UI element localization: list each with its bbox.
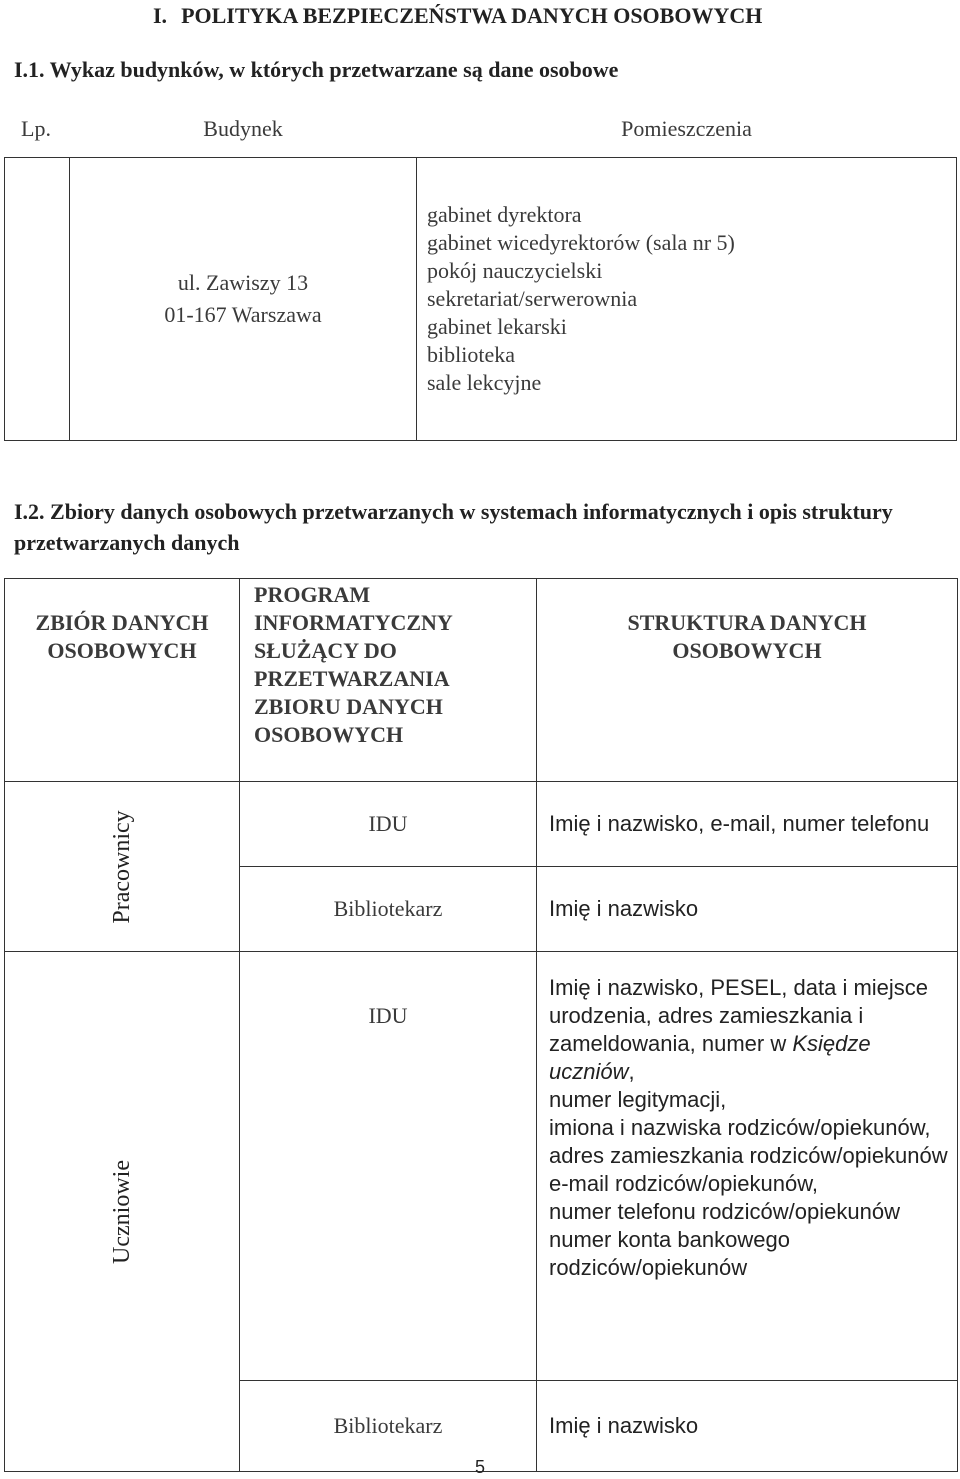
rooms-cell (417, 158, 957, 441)
header-line: ZBIORU DANYCH (254, 694, 443, 719)
list-item: gabinet dyrektora (427, 202, 582, 227)
structure-line: urodzenia, adres zamieszkania i (549, 1003, 864, 1028)
structure-line: numer konta bankowego (549, 1227, 790, 1252)
table-row (5, 782, 958, 867)
section-1-title: I.1. Wykaz budynków, w których przetwarzane są dane osobowe (14, 57, 619, 82)
group-employees-label: Pracownicy (109, 809, 135, 924)
program-cell: Bibliotekarz (240, 1381, 537, 1472)
program-cell: IDU (240, 952, 537, 1381)
structure-italic-suffix: , (628, 1059, 635, 1084)
list-item: gabinet lekarski (427, 314, 567, 339)
table-row (5, 952, 958, 1381)
header-line: OSOBOWYCH (47, 638, 197, 663)
title-number: I. (153, 3, 168, 28)
structure-cell: Imię i nazwisko, e-mail, numer telefonu (537, 782, 958, 867)
structure-line: numer telefonu rodziców/opiekunów (549, 1199, 900, 1224)
group-students-cell (5, 952, 240, 1472)
data-sets-table (4, 578, 958, 1472)
page-number: 5 (474, 1457, 485, 1477)
header-structure (537, 579, 958, 782)
structure-line: rodziców/opiekunów (549, 1255, 748, 1280)
header-program (240, 579, 537, 782)
header-line: PRZETWARZANIA (254, 666, 450, 691)
list-item: sekretariat/serwerownia (427, 286, 638, 311)
header-line: STRUKTURA DANYCH (627, 610, 867, 635)
header-line: PROGRAM (254, 582, 371, 607)
document-title (153, 2, 762, 30)
header-data-set (5, 579, 240, 782)
structure-line-text: zameldowania, numer w (549, 1031, 793, 1056)
list-item: sale lekcyjne (427, 370, 542, 395)
header-line: OSOBOWYCH (672, 638, 822, 663)
structure-line: imiona i nazwiska rodziców/opiekunów, (549, 1115, 931, 1140)
structure-line: numer legitymacji, (549, 1087, 727, 1112)
building-cell (70, 158, 417, 441)
structure-cell: Imię i nazwisko (537, 1381, 958, 1472)
header-lp: Lp. (5, 101, 70, 158)
structure-line: Imię i nazwisko, PESEL, data i miejsce (549, 975, 929, 1000)
address-street: ul. Zawiszy 13 (177, 270, 309, 295)
group-students-label: Uczniowie (109, 1159, 135, 1264)
list-item: pokój nauczycielski (427, 258, 603, 283)
data-sets-table-header (5, 579, 958, 782)
structure-line-with-italic (549, 1030, 957, 1086)
header-line: ZBIÓR DANYCH (35, 610, 209, 635)
header-rooms: Pomieszczenia (417, 101, 957, 158)
address-city: 01-167 Warszawa (164, 302, 322, 327)
list-item: biblioteka (427, 342, 515, 367)
table-row (5, 158, 957, 441)
buildings-table-header (5, 101, 957, 158)
list-item: gabinet wicedyrektorów (sala nr 5) (427, 230, 735, 255)
structure-italic-text: Księdze uczniów (549, 1031, 871, 1084)
header-line: INFORMATYCZNY (254, 610, 453, 635)
program-cell: IDU (240, 782, 537, 867)
group-employees-cell (5, 782, 240, 952)
title-text: POLITYKA BEZPIECZEŃSTWA DANYCH OSOBOWYCH (181, 3, 763, 28)
header-line: OSOBOWYCH (254, 722, 404, 747)
structure-cell (537, 952, 958, 1381)
header-building: Budynek (70, 101, 417, 158)
structure-line: adres zamieszkania rodziców/opiekunów (549, 1143, 948, 1168)
buildings-table (4, 100, 957, 441)
structure-cell: Imię i nazwisko (537, 867, 958, 952)
header-line: SŁUŻĄCY DO (254, 638, 397, 663)
lp-cell (5, 158, 70, 441)
section-2-title: I.2. Zbiory danych osobowych przetwarzanych w systemach informatycznych i opis struktury przetwarzanych danych (14, 499, 893, 555)
program-cell: Bibliotekarz (240, 867, 537, 952)
structure-line: e-mail rodziców/opiekunów, (549, 1171, 819, 1196)
